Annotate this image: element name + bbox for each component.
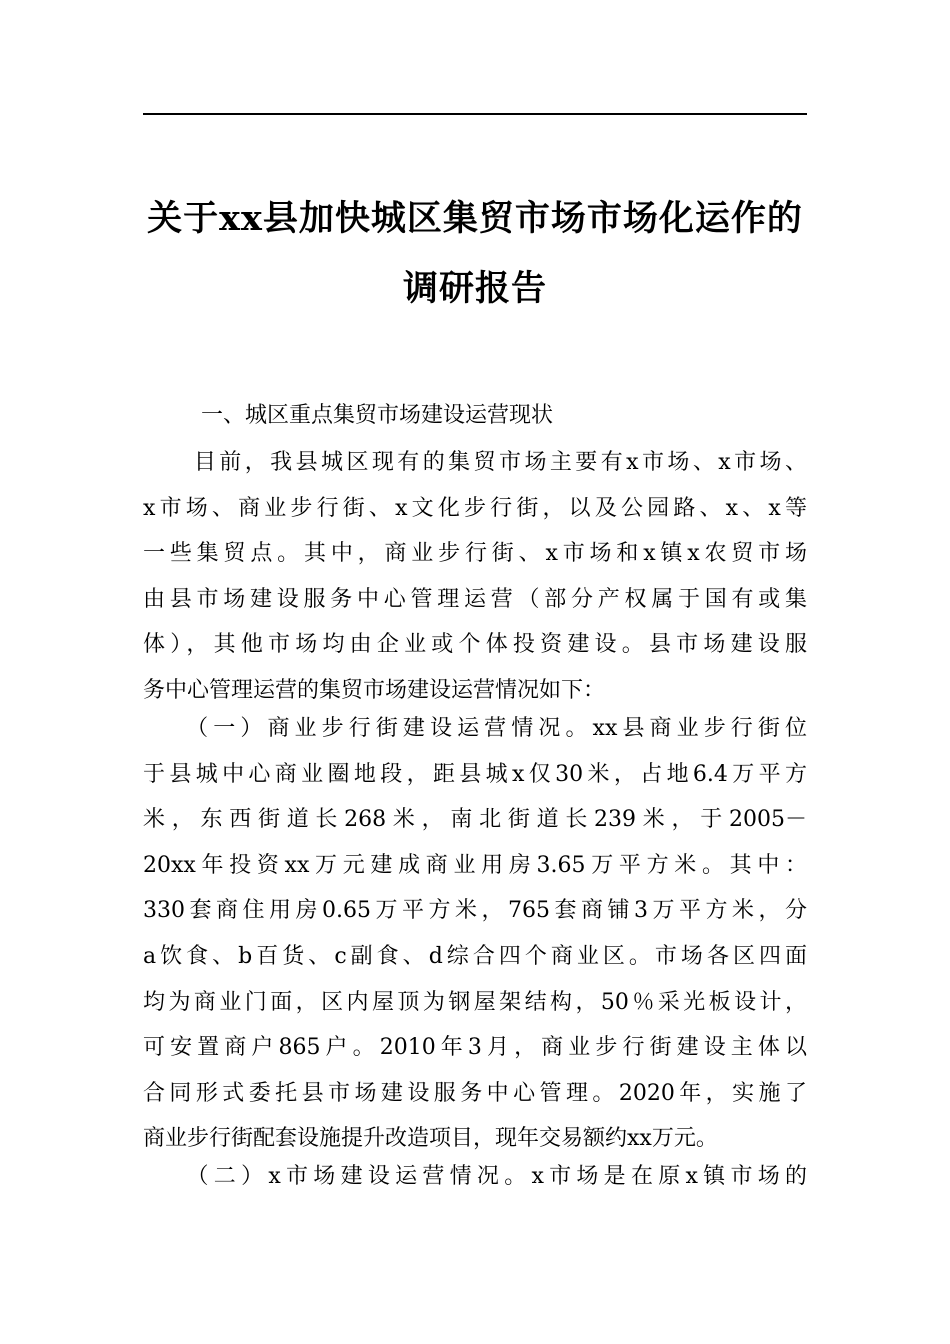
document-title-line-1: 关于xx县加快城区集贸市场市场化运作的	[147, 198, 803, 239]
paragraph-line: 商业步行街配套设施提升改造项目，现年交易额约xx万元。	[143, 1126, 718, 1152]
paragraph-1	[143, 440, 807, 714]
paragraph-line: 由县市场建设服务中心管理运营（部分产权属于国有或集	[143, 586, 807, 612]
paragraph-line: 于县城中心商业圈地段，距县城x仅30米，占地6.4万平方	[143, 761, 807, 787]
paragraph-line: 合同形式委托县市场建设服务中心管理。2020年，实施了	[143, 1080, 807, 1106]
paragraph-line: 可安置商户865户。2010年3月，商业步行街建设主体以	[143, 1035, 807, 1061]
paragraph-2	[143, 706, 807, 1162]
paragraph-3	[143, 1154, 807, 1200]
paragraph-line: a饮食、b百货、c副食、d综合四个商业区。市场各区四面	[143, 943, 807, 969]
paragraph-line: x市场、商业步行街、x文化步行街，以及公园路、x、x等	[143, 495, 807, 521]
header-rule	[143, 113, 807, 115]
paragraph-line: （二）x市场建设运营情况。x市场是在原x镇市场的	[143, 1164, 807, 1189]
paragraph-line: 20xx年投资xx万元建成商业用房3.65万平方米。其中：	[143, 852, 807, 878]
paragraph-line: 米，东西街道长268米，南北街道长239米，于2005－	[143, 807, 807, 833]
paragraph-line: 目前，我县城区现有的集贸市场主要有x市场、x市场、	[143, 450, 807, 475]
paragraph-line: （一）商业步行街建设运营情况。xx县商业步行街位	[143, 716, 807, 741]
paragraph-line: 均为商业门面，区内屋顶为钢屋架结构，50％采光板设计，	[143, 989, 807, 1015]
paragraph-line: 一些集贸点。其中，商业步行街、x市场和x镇x农贸市场	[143, 541, 807, 567]
paragraph-line: 体），其他市场均由企业或个体投资建设。县市场建设服	[143, 632, 807, 658]
section-heading: 一、城区重点集贸市场建设运营现状	[201, 403, 554, 428]
paragraph-line: 330套商住用房0.65万平方米，765套商铺3万平方米，分	[143, 898, 807, 924]
document-title-line-2: 调研报告	[402, 268, 547, 309]
paragraph-line: 务中心管理运营的集贸市场建设运营情况如下：	[143, 677, 606, 703]
